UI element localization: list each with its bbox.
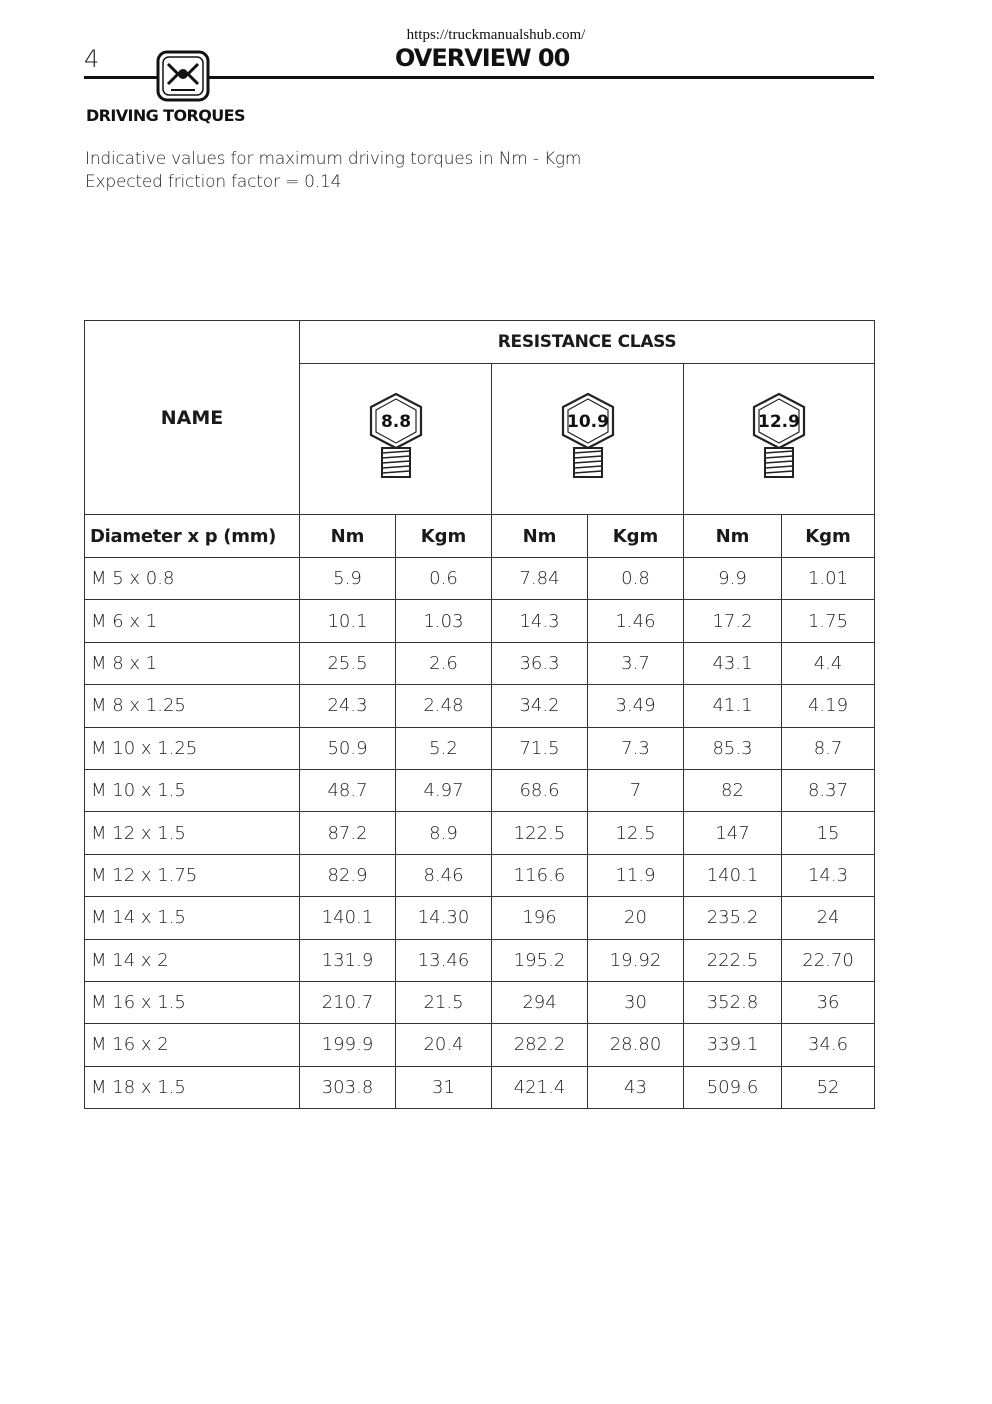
value-cell: 21.5: [396, 981, 492, 1023]
value-cell: 19.92: [588, 939, 684, 981]
value-cell: 0.8: [588, 558, 684, 600]
table-row: [85, 685, 875, 727]
value-cell: 25.5: [300, 642, 396, 684]
unit-header: Kgm: [588, 515, 684, 558]
value-cell: 235.2: [684, 897, 782, 939]
value-cell: 199.9: [300, 1024, 396, 1066]
diameter-cell: M 16 x 1.5: [85, 981, 300, 1023]
diameter-cell: M 16 x 2: [85, 1024, 300, 1066]
table-row: [85, 1024, 875, 1066]
diameter-cell: M 12 x 1.5: [85, 812, 300, 854]
value-cell: 14.3: [782, 854, 875, 896]
diameter-cell: M 6 x 1: [85, 600, 300, 642]
value-cell: 7.84: [492, 558, 588, 600]
value-cell: 85.3: [684, 727, 782, 769]
table-row: [85, 981, 875, 1023]
unit-header: Nm: [300, 515, 396, 558]
value-cell: 196: [492, 897, 588, 939]
value-cell: 303.8: [300, 1066, 396, 1108]
table-row: [85, 812, 875, 854]
value-cell: 2.6: [396, 642, 492, 684]
value-cell: 4.4: [782, 642, 875, 684]
value-cell: 147: [684, 812, 782, 854]
value-cell: 3.49: [588, 685, 684, 727]
value-cell: 5.2: [396, 727, 492, 769]
intro-line-1: Indicative values for maximum driving torques in Nm - Kgm: [85, 149, 582, 169]
value-cell: 71.5: [492, 727, 588, 769]
value-cell: 9.9: [684, 558, 782, 600]
value-cell: 8.7: [782, 727, 875, 769]
value-cell: 4.19: [782, 685, 875, 727]
value-cell: 13.46: [396, 939, 492, 981]
diameter-cell: M 5 x 0.8: [85, 558, 300, 600]
value-cell: 1.46: [588, 600, 684, 642]
value-cell: 7.3: [588, 727, 684, 769]
unit-header: Kgm: [396, 515, 492, 558]
value-cell: 421.4: [492, 1066, 588, 1108]
bolt-class-label: 12.9: [758, 411, 800, 432]
bolt-icon: [749, 391, 809, 483]
bolt-icon: [558, 391, 618, 483]
value-cell: 36.3: [492, 642, 588, 684]
resistance-class-header: RESISTANCE CLASS: [300, 321, 875, 364]
value-cell: 140.1: [684, 854, 782, 896]
table-row: [85, 600, 875, 642]
value-cell: 294: [492, 981, 588, 1023]
value-cell: 36: [782, 981, 875, 1023]
value-cell: 1.03: [396, 600, 492, 642]
diameter-cell: M 8 x 1.25: [85, 685, 300, 727]
value-cell: 43.1: [684, 642, 782, 684]
value-cell: 2.48: [396, 685, 492, 727]
value-cell: 131.9: [300, 939, 396, 981]
value-cell: 282.2: [492, 1024, 588, 1066]
value-cell: 50.9: [300, 727, 396, 769]
value-cell: 82.9: [300, 854, 396, 896]
page-heading: DRIVING TORQUES: [86, 106, 245, 125]
value-cell: 210.7: [300, 981, 396, 1023]
value-cell: 87.2: [300, 812, 396, 854]
table-row: [85, 727, 875, 769]
diameter-cell: M 14 x 2: [85, 939, 300, 981]
table-row: [85, 897, 875, 939]
value-cell: 339.1: [684, 1024, 782, 1066]
intro-line-2: Expected friction factor = 0.14: [85, 172, 342, 192]
value-cell: 222.5: [684, 939, 782, 981]
table-row: [85, 939, 875, 981]
value-cell: 30: [588, 981, 684, 1023]
value-cell: 17.2: [684, 600, 782, 642]
value-cell: 12.5: [588, 812, 684, 854]
value-cell: 24: [782, 897, 875, 939]
table-row: [85, 642, 875, 684]
diameter-cell: M 14 x 1.5: [85, 897, 300, 939]
value-cell: 195.2: [492, 939, 588, 981]
value-cell: 34.6: [782, 1024, 875, 1066]
value-cell: 3.7: [588, 642, 684, 684]
value-cell: 20: [588, 897, 684, 939]
value-cell: 8.46: [396, 854, 492, 896]
value-cell: 28.80: [588, 1024, 684, 1066]
diameter-cell: M 10 x 1.25: [85, 727, 300, 769]
unit-header: Kgm: [782, 515, 875, 558]
value-cell: 41.1: [684, 685, 782, 727]
value-cell: 116.6: [492, 854, 588, 896]
value-cell: 10.1: [300, 600, 396, 642]
value-cell: 68.6: [492, 769, 588, 811]
value-cell: 31: [396, 1066, 492, 1108]
brand-logo-icon: [156, 50, 210, 102]
table-row: [85, 769, 875, 811]
bolt-class-label: 10.9: [566, 411, 609, 432]
value-cell: 52: [782, 1066, 875, 1108]
value-cell: 22.70: [782, 939, 875, 981]
diameter-cell: M 10 x 1.5: [85, 769, 300, 811]
class-cell-12-9: [684, 364, 875, 515]
value-cell: 352.8: [684, 981, 782, 1023]
bolt-class-label: 8.8: [380, 411, 411, 432]
value-cell: 1.01: [782, 558, 875, 600]
unit-header: Nm: [684, 515, 782, 558]
diameter-cell: M 12 x 1.75: [85, 854, 300, 896]
source-url: https://truckmanualshub.com/: [406, 27, 586, 43]
value-cell: 8.37: [782, 769, 875, 811]
class-cell-10-9: [492, 364, 684, 515]
diameter-cell: M 18 x 1.5: [85, 1066, 300, 1108]
value-cell: 122.5: [492, 812, 588, 854]
diameter-cell: M 8 x 1: [85, 642, 300, 684]
intro-text: [85, 148, 581, 194]
value-cell: 140.1: [300, 897, 396, 939]
diameter-header: Diameter x p (mm): [85, 515, 300, 558]
value-cell: 14.3: [492, 600, 588, 642]
table-row: [85, 558, 875, 600]
value-cell: 34.2: [492, 685, 588, 727]
class-cell-8-8: [300, 364, 492, 515]
value-cell: 509.6: [684, 1066, 782, 1108]
page-number: 4: [84, 45, 100, 73]
table-row: [85, 854, 875, 896]
value-cell: 20.4: [396, 1024, 492, 1066]
value-cell: 82: [684, 769, 782, 811]
name-header: NAME: [85, 321, 300, 515]
value-cell: 43: [588, 1066, 684, 1108]
value-cell: 11.9: [588, 854, 684, 896]
value-cell: 4.97: [396, 769, 492, 811]
value-cell: 24.3: [300, 685, 396, 727]
table-row: [85, 1066, 875, 1108]
section-title: OVERVIEW 00: [395, 44, 570, 72]
value-cell: 0.6: [396, 558, 492, 600]
value-cell: 8.9: [396, 812, 492, 854]
value-cell: 15: [782, 812, 875, 854]
torque-table: [84, 320, 875, 1109]
value-cell: 7: [588, 769, 684, 811]
bolt-icon: [366, 391, 426, 483]
value-cell: 14.30: [396, 897, 492, 939]
value-cell: 1.75: [782, 600, 875, 642]
value-cell: 5.9: [300, 558, 396, 600]
unit-header: Nm: [492, 515, 588, 558]
value-cell: 48.7: [300, 769, 396, 811]
